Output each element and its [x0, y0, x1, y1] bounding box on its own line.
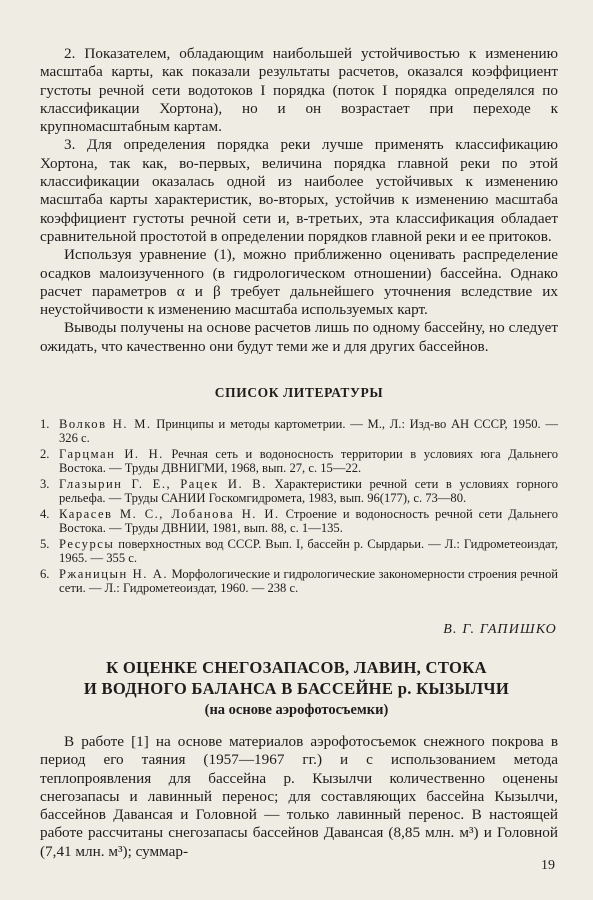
reference-number: 3. — [40, 476, 50, 491]
reference-text: Речная сеть и водоносность территории в условиях юга Дальнего Востока. — Труды ДВНИГМИ, 1968, вып. 27, с. 15—22. — [59, 446, 558, 476]
reference-number: 4. — [40, 506, 50, 521]
paragraph: Используя уравнение (1), можно приближенно оценивать распределение осадков малоизученного (в гидрологическом отношении) бассейна. Однако расчет параметров α и β требует дальнейшего уточнения вследствие их неустойчивости к изменению масштаба используемых карт. — [40, 246, 558, 319]
reference-text: Строение и водоносность речной сети Дальнего Востока. — Труды ДВНИИ, 1981, вып. 88, с. 1—135. — [59, 506, 558, 536]
reference-text: Морфологические и гидрологические закономерности строения речной сети. — Л.: Гидрометеоиздат, 1960. — 238 с. — [59, 566, 558, 596]
reference-text: Принципы и методы картометрии. — М., Л.: Изд-во АН СССР, 1950. — 326 с. — [59, 417, 558, 446]
reference-number: 6. — [40, 566, 50, 581]
reference-item — [40, 447, 558, 476]
reference-author: Глазырин Г. Е., Рацек И. В. — [59, 476, 267, 491]
reference-list — [40, 417, 558, 597]
reference-author: Гарцман И. Н. — [59, 446, 164, 461]
reference-author: Ресурсы — [59, 536, 115, 551]
paragraph: В работе [1] на основе материалов аэрофотосъемок снежного покрова в период его таяния (1957—1967 гг.) и с использованием метода теплопроявления для бассейна р. Кызылчи количественно оценены снегозапасы и лавинный перенос; для составляющих бассейна Кызылчи, бассейнов Давансая и Головной — только лавинный перенос. В настоящей работе рассчитаны снегозапасы бассейнов Давансая (8,85 млн. м³) и Головной (7,41 млн. м³); суммар- — [40, 733, 558, 860]
reference-number: 5. — [40, 536, 50, 551]
article-body — [40, 733, 558, 861]
reference-text: поверхностных вод СССР. Вып. I, бассейн р. Сырдарьи. — Л.: Гидрометеоиздат, 1965. — 355 с. — [59, 536, 558, 566]
page-number: 19 — [541, 858, 555, 873]
conclusions-section — [40, 45, 558, 356]
article-title-line: И ВОДНОГО БАЛАНСА В БАССЕЙНЕ р. КЫЗЫЛЧИ — [83, 679, 510, 698]
reference-number: 2. — [40, 446, 50, 461]
references-heading: СПИСОК ЛИТЕРАТУРЫ — [214, 385, 384, 400]
article-title-block — [30, 657, 563, 720]
reference-author: Ржаницын Н. А. — [59, 566, 169, 581]
reference-number: 1. — [40, 417, 50, 431]
reference-text: Характеристики речной сети в условиях горного рельефа. — Труды САНИИ Госкомгидромета, 1983, вып. 96(177), с. 73—80. — [59, 476, 558, 506]
reference-item — [40, 507, 558, 536]
reference-author: Карасев М. С., Лобанова Н. И. — [59, 506, 280, 521]
article-title-line: К ОЦЕНКЕ СНЕГОЗАПАСОВ, ЛАВИН, СТОКА — [106, 658, 487, 677]
paragraph: 3. Для определения порядка реки лучше применять классификацию Хортона, так как, во-первых, величина порядка главной реки по этой классификации оказалась одной из наиболее устойчивых к изменению масштаба карты характеристик, во-вторых, устойчив к изменению масштаба коэффициент густоты речной сети и, в-третьих, эта классификация обладает сравнительной простотой в определении порядков главной реки и ее притоков. — [40, 136, 558, 245]
paragraph: Выводы получены на основе расчетов лишь по одному бассейну, но следует ожидать, что качественно они будут теми же и для других бассейнов. — [40, 319, 558, 355]
paragraph: 2. Показателем, обладающим наибольшей устойчивостью к изменению масштаба карты, как показали результаты расчетов, оказался коэффициент густоты речной сети водотоков I порядка (поток I порядка определялся по классификации Хортона), но и он возрастает при переходе к крупномасштабным картам. — [40, 45, 558, 136]
reference-item — [40, 567, 558, 596]
reference-author: Волков Н. М. — [59, 417, 152, 431]
reference-item — [40, 417, 558, 446]
article-author: В. Г. ГАПИШКО — [443, 622, 557, 637]
reference-item — [40, 537, 558, 566]
reference-item — [40, 477, 558, 506]
article-subtitle: (на основе аэрофотосъемки) — [204, 702, 389, 718]
